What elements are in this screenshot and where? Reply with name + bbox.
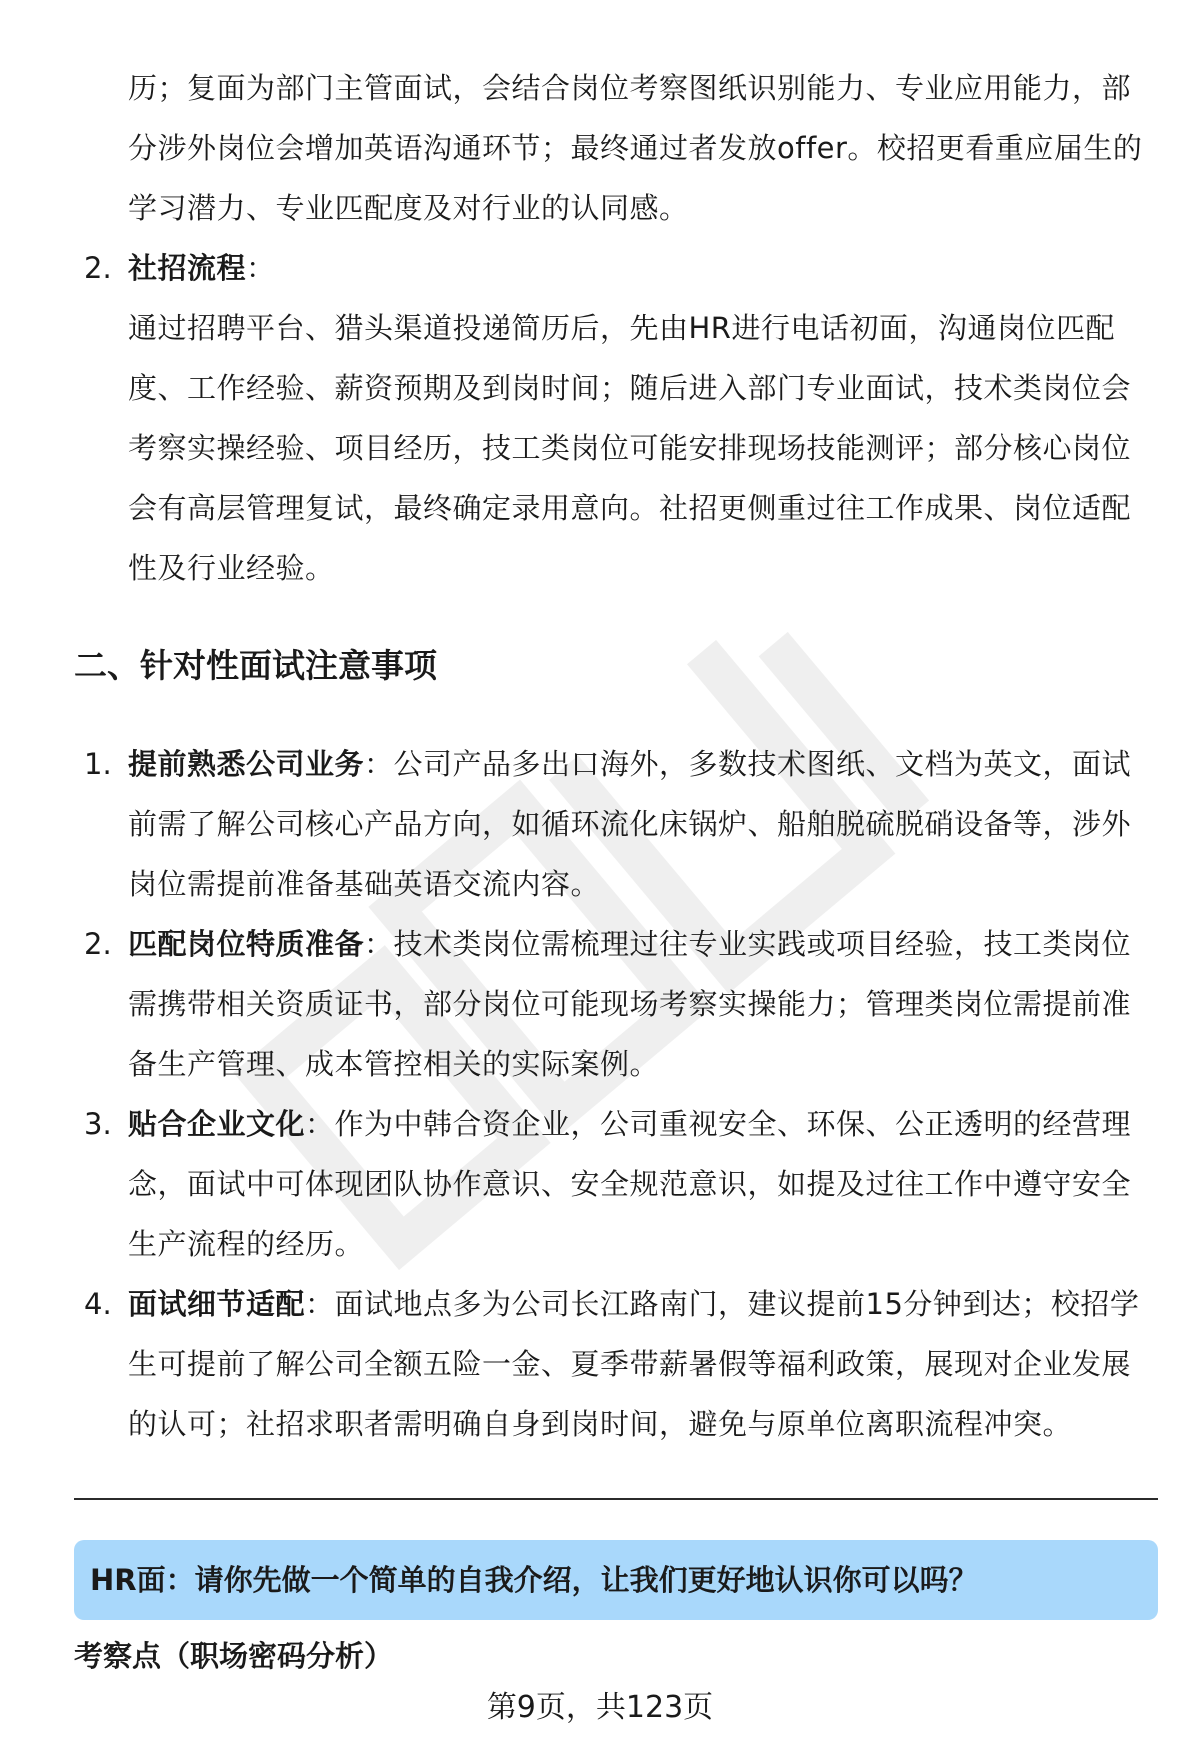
- intro-paragraph: 历；复面为部门主管面试，会结合岗位考察图纸识别能力、专业应用能力，部分涉外岗位会增加英语沟通环节；最终通过者发放offer。校招更看重应届生的学习潜力、专业匹配度及对行业的认同感。: [128, 71, 1143, 225]
- question-box: [74, 1540, 1158, 1620]
- list-item-title: 社招流程: [128, 251, 247, 285]
- page-number-footer: 第9页，共123页: [486, 1690, 714, 1725]
- list-number: 4.: [84, 1287, 112, 1321]
- list-item-body: ：技术类岗位需梳理过往专业实践或项目经验，技工类岗位需携带相关资质证书，部分岗位可能现场考察实操能力；管理类岗位需提前准备生产管理、成本管控相关的实际案例。: [128, 927, 1132, 1081]
- list-item-colon: ：: [246, 251, 276, 285]
- list-item-title: 匹配岗位特质准备: [128, 927, 365, 961]
- list-item-body: ：作为中韩合资企业，公司重视安全、环保、公正透明的经营理念，面试中可体现团队协作意识、安全规范意识，如提及过往工作中遵守安全生产流程的经历。: [128, 1107, 1132, 1261]
- list-number: 3.: [84, 1107, 112, 1141]
- list-item-title: 提前熟悉公司业务: [128, 747, 365, 781]
- question-text: HR面：请你先做一个简单的自我介绍，让我们更好地认识你可以吗？: [90, 1563, 978, 1597]
- list-number: 2.: [84, 927, 112, 961]
- list-item: [128, 1094, 1158, 1274]
- list-item: [128, 734, 1158, 914]
- horizontal-divider: [74, 1498, 1158, 1500]
- list-item: [128, 1274, 1158, 1454]
- list-number: 1.: [84, 747, 112, 781]
- list-item-body: ：公司产品多出口海外，多数技术图纸、文档为英文，面试前需了解公司核心产品方向，如循环流化床锅炉、船舶脱硫脱硝设备等，涉外岗位需提前准备基础英语交流内容。: [128, 747, 1132, 901]
- list-item-title: 面试细节适配: [128, 1287, 306, 1321]
- list-item-title: 贴合企业文化: [128, 1107, 306, 1141]
- list-item-body: ：面试地点多为公司长江路南门，建议提前15分钟到达；校招学生可提前了解公司全额五险一金、夏季带薪暑假等福利政策，展现对企业发展的认可；社招求职者需明确自身到岗时间，避免与原单位离职流程冲突。: [128, 1287, 1140, 1441]
- list-item: [128, 914, 1158, 1094]
- analysis-heading: 考察点（职场密码分析）: [74, 1639, 394, 1673]
- list-number: 2.: [84, 251, 112, 285]
- section-title: 二、针对性面试注意事项: [74, 646, 437, 685]
- list-item-body: 通过招聘平台、猎头渠道投递简历后，先由HR进行电话初面，沟通岗位匹配度、工作经验、薪资预期及到岗时间；随后进入部门专业面试，技术类岗位会考察实操经验、项目经历，技工类岗位可能安排现场技能测评；部分核心岗位会有高层管理复试，最终确定录用意向。社招更侧重过往工作成果、岗位适配性及行业经验。: [128, 311, 1132, 585]
- list-item-title-line: [128, 238, 1158, 298]
